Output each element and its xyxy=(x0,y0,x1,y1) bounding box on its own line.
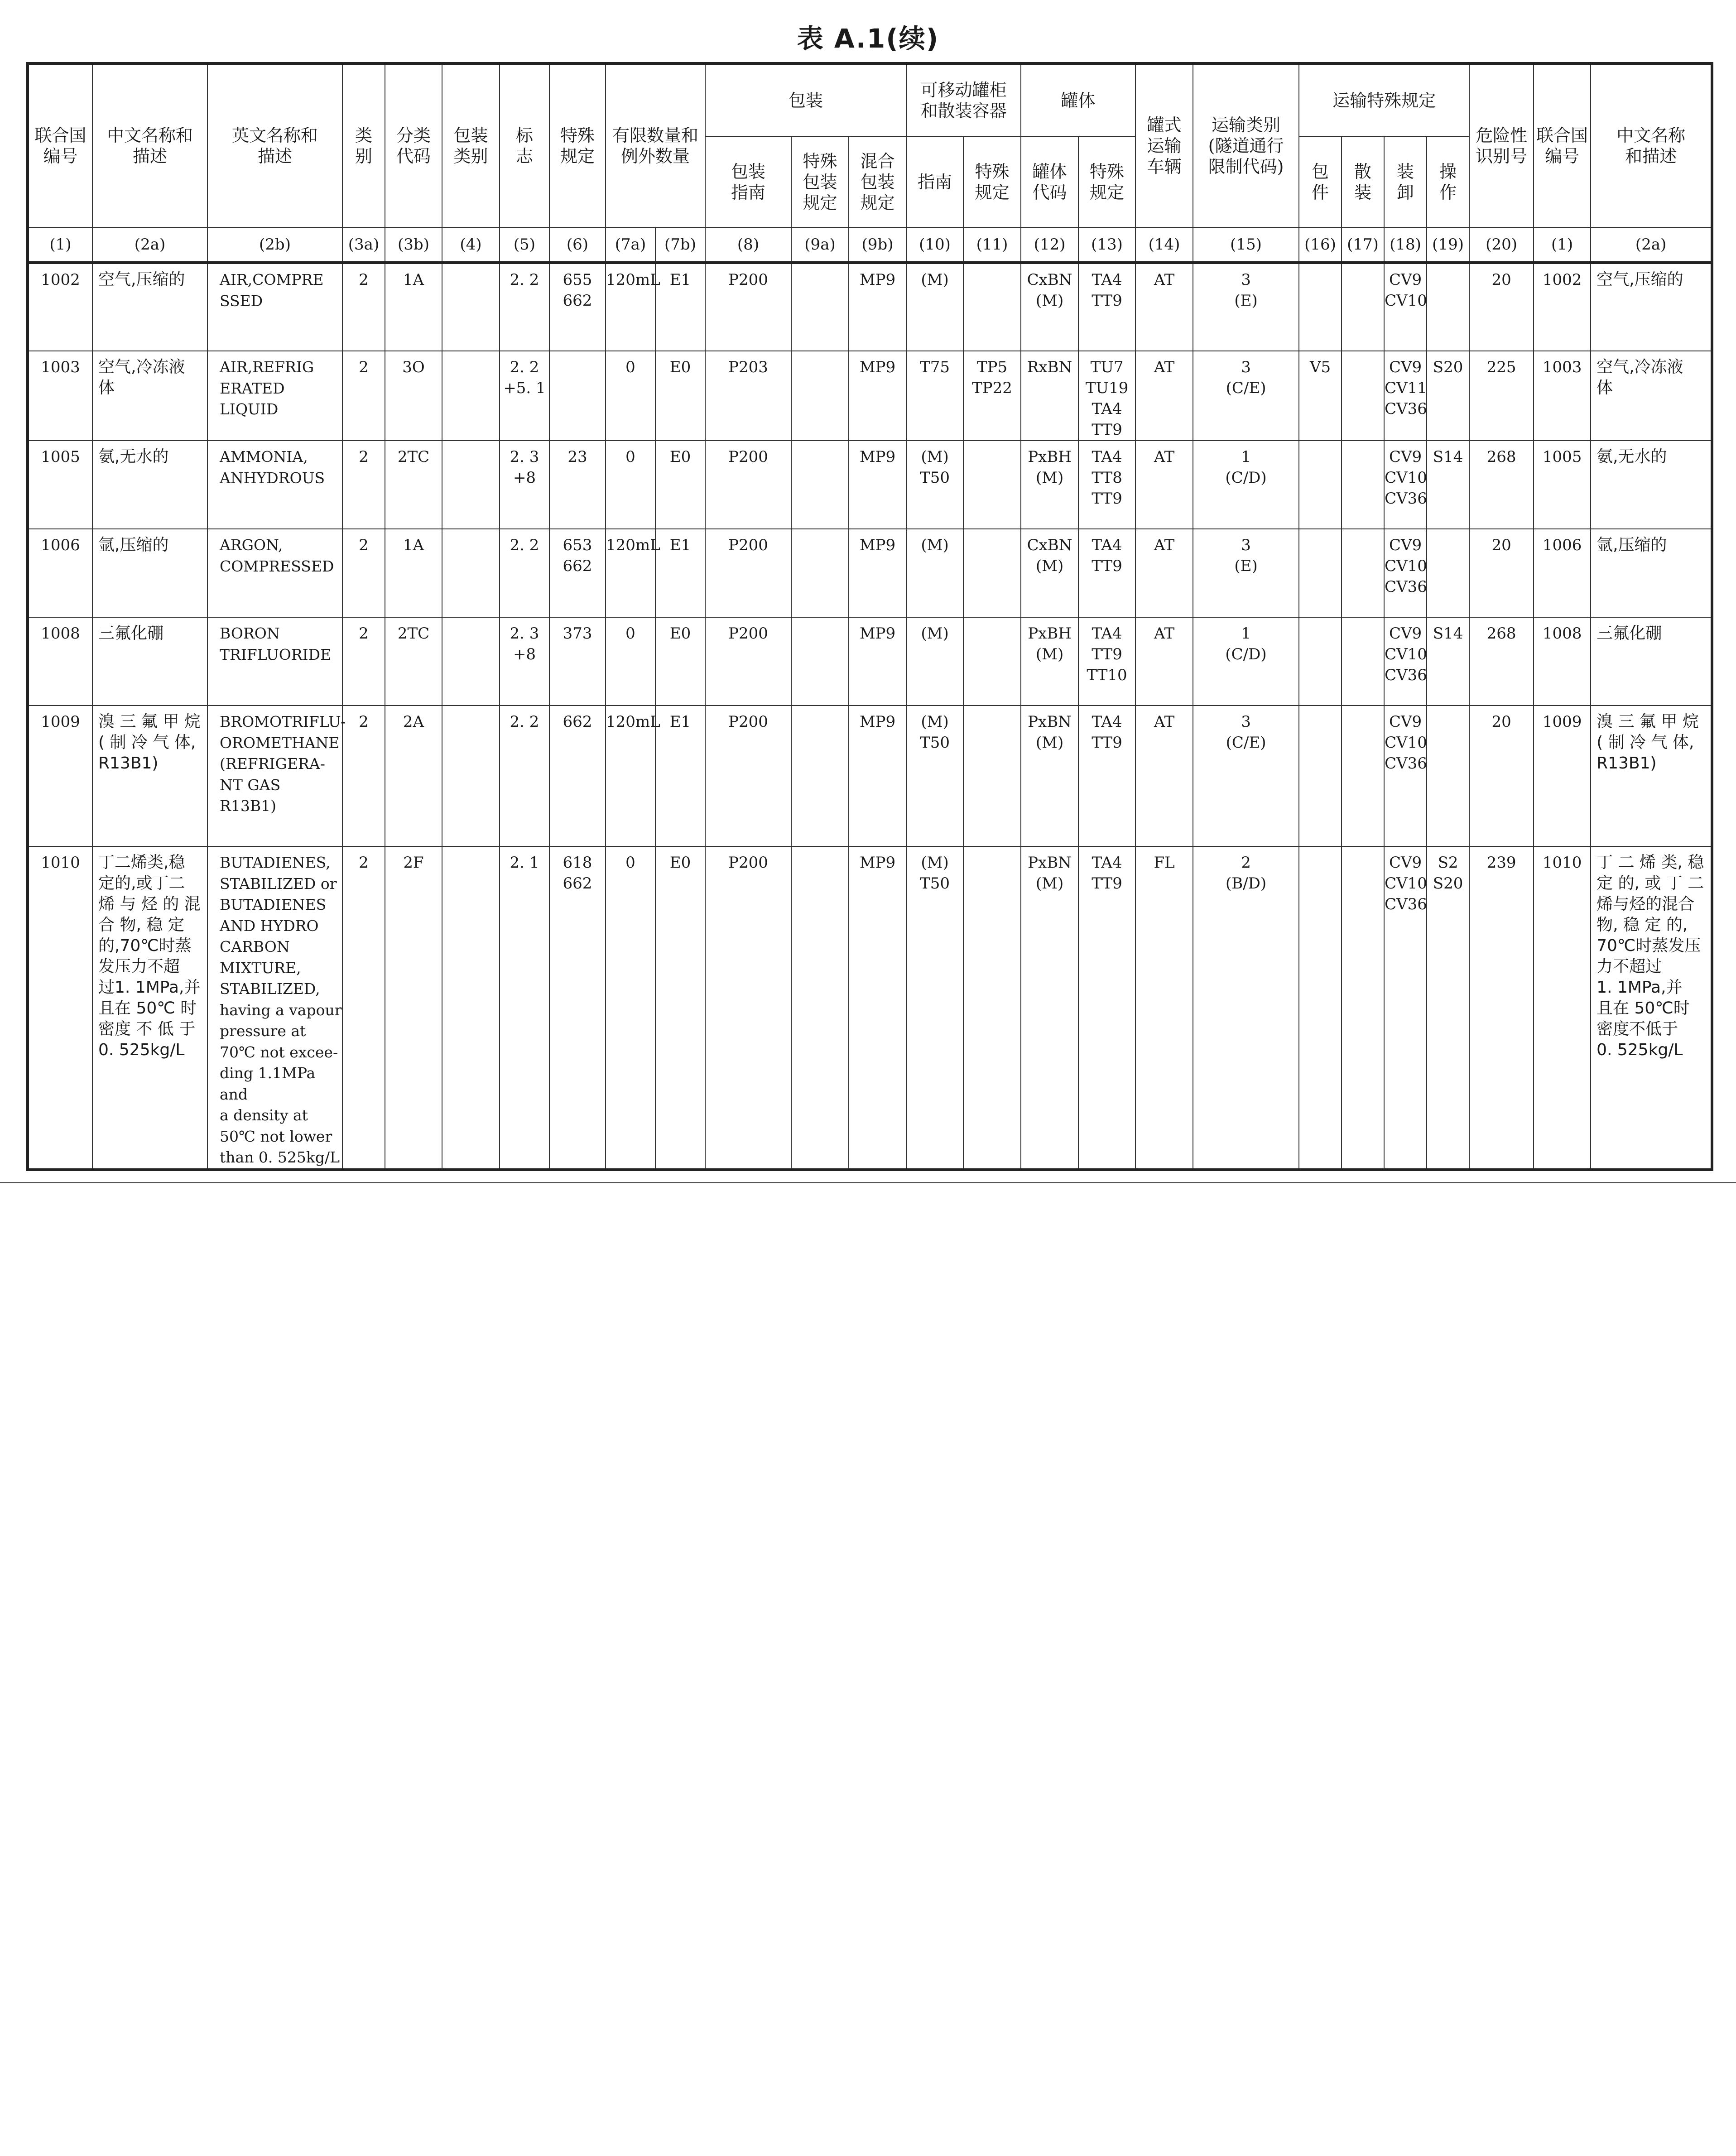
tank-special-provisions-cell: TA4 TT9 xyxy=(1078,263,1135,351)
header-chinese-name: 中文名称和 描述 xyxy=(92,63,207,227)
excepted-quantity-cell: E0 xyxy=(655,441,705,529)
classification-code-cell: 2TC xyxy=(385,441,442,529)
english-name-cell: BUTADIENES, STABILIZED or BUTADIENES AND HYDRO CARBON MIXTURE, STABILIZED, having a vapour pressure at 70℃ not excee- ding 1.1MPa and a density at 50℃ not lower than 0. 525kg/L xyxy=(207,846,342,1170)
special-packing-cell xyxy=(791,706,849,846)
un-number-right-cell: 1005 xyxy=(1534,441,1591,529)
excepted-quantity-cell: E1 xyxy=(655,706,705,846)
excepted-quantity-cell: E1 xyxy=(655,529,705,617)
column-number-row xyxy=(28,227,1712,263)
packing-instruction-cell: P200 xyxy=(705,706,791,846)
header-chinese-name-right: 中文名称 和描述 xyxy=(1591,63,1712,227)
tank-special-cell xyxy=(963,706,1021,846)
excepted-quantity-cell: E1 xyxy=(655,263,705,351)
packing-group-cell xyxy=(442,617,500,706)
tank-special-cell xyxy=(963,263,1021,351)
column-number: (12) xyxy=(1021,227,1078,263)
header-tank-special: 特殊 规定 xyxy=(963,136,1021,227)
un-number-cell: 1006 xyxy=(28,529,92,617)
package-provision-cell xyxy=(1299,846,1342,1170)
tank-instruction-cell: T75 xyxy=(906,351,963,441)
header-packaging: 包装 xyxy=(705,63,906,136)
class-cell: 2 xyxy=(342,441,385,529)
classification-code-cell: 1A xyxy=(385,263,442,351)
operation-provision-cell: S14 xyxy=(1427,441,1469,529)
un-number-right-cell: 1009 xyxy=(1534,706,1591,846)
tank-special-provisions-cell: TA4 TT8 TT9 xyxy=(1078,441,1135,529)
limited-quantity-cell: 0 xyxy=(606,441,655,529)
table-row xyxy=(28,441,1712,529)
bulk-provision-cell xyxy=(1342,617,1384,706)
header-class: 类 别 xyxy=(342,63,385,227)
chinese-name-cell: 氨,无水的 xyxy=(92,441,207,529)
transport-category-cell: 1 (C/D) xyxy=(1193,441,1299,529)
tank-instruction-cell: (M) xyxy=(906,263,963,351)
column-number: (15) xyxy=(1193,227,1299,263)
tank-code-cell: PxBH (M) xyxy=(1021,617,1078,706)
hazard-id-cell: 239 xyxy=(1469,846,1534,1170)
column-number: (10) xyxy=(906,227,963,263)
chinese-name-cell: 丁二烯类,稳 定的,或丁二 烯 与 烃 的 混 合 物, 稳 定 的,70℃时蒸 发压力不超 过1. 1MPa,并 且在 50℃ 时 密度 不 低 于 0. 525kg/L xyxy=(92,846,207,1170)
special-packing-cell xyxy=(791,529,849,617)
column-number: (9a) xyxy=(791,227,849,263)
column-number: (9b) xyxy=(849,227,906,263)
special-provisions-cell: 23 xyxy=(549,441,606,529)
label-cell: 2. 1 xyxy=(500,846,549,1170)
packing-instruction-cell: P200 xyxy=(705,529,791,617)
header-tank-code: 罐体 代码 xyxy=(1021,136,1078,227)
un-number-cell: 1003 xyxy=(28,351,92,441)
transport-category-cell: 1 (C/D) xyxy=(1193,617,1299,706)
classification-code-cell: 2F xyxy=(385,846,442,1170)
header-operation: 操 作 xyxy=(1427,136,1469,227)
operation-provision-cell: S2 S20 xyxy=(1427,846,1469,1170)
chinese-name-right-cell: 丁 二 烯 类, 稳 定 的, 或 丁 二 烯与烃的混合 物, 稳 定 的, 70℃时蒸发压 力不超过 1. 1MPa,并 且在 50℃时 密度不低于 0. 525kg/L xyxy=(1591,846,1712,1170)
header-bulk: 散 装 xyxy=(1342,136,1384,227)
column-number: (2a) xyxy=(1591,227,1712,263)
special-provisions-cell: 662 xyxy=(549,706,606,846)
table-row xyxy=(28,263,1712,351)
classification-code-cell: 1A xyxy=(385,529,442,617)
table-row xyxy=(28,706,1712,846)
package-provision-cell: V5 xyxy=(1299,351,1342,441)
un-number-cell: 1009 xyxy=(28,706,92,846)
class-cell: 2 xyxy=(342,529,385,617)
column-number: (16) xyxy=(1299,227,1342,263)
special-provisions-cell: 373 xyxy=(549,617,606,706)
package-provision-cell xyxy=(1299,441,1342,529)
dangerous-goods-table xyxy=(26,62,1713,1171)
packing-group-cell xyxy=(442,706,500,846)
header-special-provisions: 特殊 规定 xyxy=(549,63,606,227)
header-tank-vehicle: 罐式 运输 车辆 xyxy=(1135,63,1193,227)
mixed-packing-cell: MP9 xyxy=(849,529,906,617)
packing-instruction-cell: P200 xyxy=(705,263,791,351)
chinese-name-right-cell: 氨,无水的 xyxy=(1591,441,1712,529)
bulk-provision-cell xyxy=(1342,706,1384,846)
transport-category-cell: 3 (C/E) xyxy=(1193,351,1299,441)
mixed-packing-cell: MP9 xyxy=(849,263,906,351)
column-number: (7a) xyxy=(606,227,655,263)
bulk-provision-cell xyxy=(1342,263,1384,351)
header-tank-special-provisions: 特殊 规定 xyxy=(1078,136,1135,227)
english-name-cell: BROMOTRIFLU- OROMETHANE (REFRIGERA- NT GAS R13B1) xyxy=(207,706,342,846)
tank-instruction-cell: (M) T50 xyxy=(906,441,963,529)
special-provisions-cell xyxy=(549,351,606,441)
english-name-cell: AIR,REFRIG ERATED LIQUID xyxy=(207,351,342,441)
bulk-provision-cell xyxy=(1342,529,1384,617)
un-number-cell: 1002 xyxy=(28,263,92,351)
tank-vehicle-cell: FL xyxy=(1135,846,1193,1170)
table-row xyxy=(28,617,1712,706)
transport-category-cell: 3 (C/E) xyxy=(1193,706,1299,846)
english-name-cell: ARGON, COMPRESSED xyxy=(207,529,342,617)
un-number-right-cell: 1003 xyxy=(1534,351,1591,441)
operation-provision-cell xyxy=(1427,529,1469,617)
column-number: (3b) xyxy=(385,227,442,263)
limited-quantity-cell: 120mL xyxy=(606,263,655,351)
hazard-id-cell: 20 xyxy=(1469,706,1534,846)
packing-instruction-cell: P203 xyxy=(705,351,791,441)
hazard-id-cell: 268 xyxy=(1469,617,1534,706)
column-number: (17) xyxy=(1342,227,1384,263)
class-cell: 2 xyxy=(342,263,385,351)
chinese-name-right-cell: 空气,压缩的 xyxy=(1591,263,1712,351)
excepted-quantity-cell: E0 xyxy=(655,351,705,441)
limited-quantity-cell: 120mL xyxy=(606,529,655,617)
packing-group-cell xyxy=(442,441,500,529)
chinese-name-right-cell: 溴 三 氟 甲 烷 ( 制 冷 气 体, R13B1) xyxy=(1591,706,1712,846)
tank-vehicle-cell: AT xyxy=(1135,617,1193,706)
tank-vehicle-cell: AT xyxy=(1135,706,1193,846)
tank-special-provisions-cell: TU7 TU19 TA4 TT9 xyxy=(1078,351,1135,441)
english-name-cell: AMMONIA, ANHYDROUS xyxy=(207,441,342,529)
tank-code-cell: RxBN xyxy=(1021,351,1078,441)
special-packing-cell xyxy=(791,846,849,1170)
table-row xyxy=(28,529,1712,617)
header-portable-tank: 可移动罐柜 和散装容器 xyxy=(906,63,1021,136)
header-hazard-id: 危险性 识别号 xyxy=(1469,63,1534,227)
label-cell: 2. 3 +8 xyxy=(500,441,549,529)
mixed-packing-cell: MP9 xyxy=(849,441,906,529)
package-provision-cell xyxy=(1299,263,1342,351)
table-row xyxy=(28,351,1712,441)
column-number: (5) xyxy=(500,227,549,263)
label-cell: 2. 2 xyxy=(500,529,549,617)
loading-provision-cell: CV9 CV10 CV36 xyxy=(1384,846,1427,1170)
special-packing-cell xyxy=(791,351,849,441)
packing-group-cell xyxy=(442,846,500,1170)
mixed-packing-cell: MP9 xyxy=(849,617,906,706)
bulk-provision-cell xyxy=(1342,441,1384,529)
mixed-packing-cell: MP9 xyxy=(849,706,906,846)
limited-quantity-cell: 120mL xyxy=(606,706,655,846)
tank-code-cell: CxBN (M) xyxy=(1021,263,1078,351)
transport-category-cell: 3 (E) xyxy=(1193,263,1299,351)
un-number-right-cell: 1010 xyxy=(1534,846,1591,1170)
tank-code-cell: PxBN (M) xyxy=(1021,706,1078,846)
transport-category-cell: 3 (E) xyxy=(1193,529,1299,617)
label-cell: 2. 3 +8 xyxy=(500,617,549,706)
tank-instruction-cell: (M) T50 xyxy=(906,846,963,1170)
loading-provision-cell: CV9 CV10 CV36 xyxy=(1384,441,1427,529)
header-loading: 装 卸 xyxy=(1384,136,1427,227)
label-cell: 2. 2 +5. 1 xyxy=(500,351,549,441)
tank-vehicle-cell: AT xyxy=(1135,263,1193,351)
header-tank: 罐体 xyxy=(1021,63,1135,136)
packing-instruction-cell: P200 xyxy=(705,441,791,529)
tank-instruction-cell: (M) T50 xyxy=(906,706,963,846)
mixed-packing-cell: MP9 xyxy=(849,846,906,1170)
tank-special-provisions-cell: TA4 TT9 xyxy=(1078,846,1135,1170)
mixed-packing-cell: MP9 xyxy=(849,351,906,441)
header-packing-group: 包装 类别 xyxy=(442,63,500,227)
column-number: (7b) xyxy=(655,227,705,263)
tank-special-cell xyxy=(963,529,1021,617)
class-cell: 2 xyxy=(342,846,385,1170)
class-cell: 2 xyxy=(342,706,385,846)
classification-code-cell: 3O xyxy=(385,351,442,441)
chinese-name-right-cell: 氩,压缩的 xyxy=(1591,529,1712,617)
column-number: (4) xyxy=(442,227,500,263)
chinese-name-right-cell: 三氟化硼 xyxy=(1591,617,1712,706)
operation-provision-cell xyxy=(1427,263,1469,351)
header-limited-quantity: 有限数量和 例外数量 xyxy=(606,63,705,227)
header-special-packing: 特殊 包装 规定 xyxy=(791,136,849,227)
page-divider xyxy=(0,1182,1736,1183)
tank-vehicle-cell: AT xyxy=(1135,351,1193,441)
column-number: (3a) xyxy=(342,227,385,263)
tank-code-cell: CxBN (M) xyxy=(1021,529,1078,617)
tank-instruction-cell: (M) xyxy=(906,617,963,706)
chinese-name-cell: 氩,压缩的 xyxy=(92,529,207,617)
tank-special-provisions-cell: TA4 TT9 xyxy=(1078,529,1135,617)
tank-vehicle-cell: AT xyxy=(1135,441,1193,529)
un-number-right-cell: 1006 xyxy=(1534,529,1591,617)
english-name-cell: BORON TRIFLUORIDE xyxy=(207,617,342,706)
loading-provision-cell: CV9 CV10 CV36 xyxy=(1384,529,1427,617)
column-number: (11) xyxy=(963,227,1021,263)
limited-quantity-cell: 0 xyxy=(606,846,655,1170)
un-number-right-cell: 1002 xyxy=(1534,263,1591,351)
column-number: (6) xyxy=(549,227,606,263)
bulk-provision-cell xyxy=(1342,846,1384,1170)
packing-instruction-cell: P200 xyxy=(705,617,791,706)
loading-provision-cell: CV9 CV11 CV36 xyxy=(1384,351,1427,441)
packing-instruction-cell: P200 xyxy=(705,846,791,1170)
chinese-name-cell: 空气,压缩的 xyxy=(92,263,207,351)
special-provisions-cell: 653 662 xyxy=(549,529,606,617)
page-title: 表 A.1(续) xyxy=(797,23,939,54)
column-number: (2b) xyxy=(207,227,342,263)
header-special-transport: 运输特殊规定 xyxy=(1299,63,1469,136)
loading-provision-cell: CV9 CV10 xyxy=(1384,263,1427,351)
package-provision-cell xyxy=(1299,706,1342,846)
bulk-provision-cell xyxy=(1342,351,1384,441)
special-packing-cell xyxy=(791,441,849,529)
tank-special-provisions-cell: TA4 TT9 TT10 xyxy=(1078,617,1135,706)
operation-provision-cell xyxy=(1427,706,1469,846)
tank-special-cell xyxy=(963,441,1021,529)
transport-category-cell: 2 (B/D) xyxy=(1193,846,1299,1170)
hazard-id-cell: 20 xyxy=(1469,263,1534,351)
header-tank-instruction: 指南 xyxy=(906,136,963,227)
column-number: (20) xyxy=(1469,227,1534,263)
column-number: (13) xyxy=(1078,227,1135,263)
tank-code-cell: PxBN (M) xyxy=(1021,846,1078,1170)
special-provisions-cell: 655 662 xyxy=(549,263,606,351)
column-number: (1) xyxy=(28,227,92,263)
excepted-quantity-cell: E0 xyxy=(655,617,705,706)
chinese-name-cell: 溴 三 氟 甲 烷 ( 制 冷 气 体, R13B1) xyxy=(92,706,207,846)
header-un-number: 联合国 编号 xyxy=(28,63,92,227)
tank-vehicle-cell: AT xyxy=(1135,529,1193,617)
hazard-id-cell: 268 xyxy=(1469,441,1534,529)
un-number-cell: 1008 xyxy=(28,617,92,706)
column-number: (18) xyxy=(1384,227,1427,263)
tank-instruction-cell: (M) xyxy=(906,529,963,617)
packing-group-cell xyxy=(442,263,500,351)
classification-code-cell: 2A xyxy=(385,706,442,846)
english-name-cell: AIR,COMPRE SSED xyxy=(207,263,342,351)
operation-provision-cell: S20 xyxy=(1427,351,1469,441)
tank-special-cell xyxy=(963,846,1021,1170)
loading-provision-cell: CV9 CV10 CV36 xyxy=(1384,617,1427,706)
column-number: (2a) xyxy=(92,227,207,263)
special-provisions-cell: 618 662 xyxy=(549,846,606,1170)
header-english-name: 英文名称和 描述 xyxy=(207,63,342,227)
operation-provision-cell: S14 xyxy=(1427,617,1469,706)
hazard-id-cell: 20 xyxy=(1469,529,1534,617)
header-packing-instruction: 包装 指南 xyxy=(705,136,791,227)
package-provision-cell xyxy=(1299,529,1342,617)
packing-group-cell xyxy=(442,351,500,441)
header-transport-category: 运输类别 (隧道通行 限制代码) xyxy=(1193,63,1299,227)
classification-code-cell: 2TC xyxy=(385,617,442,706)
un-number-right-cell: 1008 xyxy=(1534,617,1591,706)
chinese-name-cell: 空气,冷冻液 体 xyxy=(92,351,207,441)
header-package: 包 件 xyxy=(1299,136,1342,227)
excepted-quantity-cell: E0 xyxy=(655,846,705,1170)
header-classification-code: 分类 代码 xyxy=(385,63,442,227)
header-un-number-right: 联合国 编号 xyxy=(1534,63,1591,227)
tank-special-provisions-cell: TA4 TT9 xyxy=(1078,706,1135,846)
column-number: (8) xyxy=(705,227,791,263)
packing-group-cell xyxy=(442,529,500,617)
un-number-cell: 1010 xyxy=(28,846,92,1170)
special-packing-cell xyxy=(791,263,849,351)
column-number: (1) xyxy=(1534,227,1591,263)
tank-special-cell xyxy=(963,617,1021,706)
limited-quantity-cell: 0 xyxy=(606,617,655,706)
header-mixed-packing: 混合 包装 规定 xyxy=(849,136,906,227)
package-provision-cell xyxy=(1299,617,1342,706)
chinese-name-cell: 三氟化硼 xyxy=(92,617,207,706)
header-label: 标 志 xyxy=(500,63,549,227)
tank-code-cell: PxBH (M) xyxy=(1021,441,1078,529)
class-cell: 2 xyxy=(342,617,385,706)
label-cell: 2. 2 xyxy=(500,706,549,846)
loading-provision-cell: CV9 CV10 CV36 xyxy=(1384,706,1427,846)
chinese-name-right-cell: 空气,冷冻液 体 xyxy=(1591,351,1712,441)
class-cell: 2 xyxy=(342,351,385,441)
un-number-cell: 1005 xyxy=(28,441,92,529)
tank-special-cell: TP5 TP22 xyxy=(963,351,1021,441)
table-row xyxy=(28,846,1712,1170)
label-cell: 2. 2 xyxy=(500,263,549,351)
special-packing-cell xyxy=(791,617,849,706)
column-number: (19) xyxy=(1427,227,1469,263)
limited-quantity-cell: 0 xyxy=(606,351,655,441)
column-number: (14) xyxy=(1135,227,1193,263)
hazard-id-cell: 225 xyxy=(1469,351,1534,441)
